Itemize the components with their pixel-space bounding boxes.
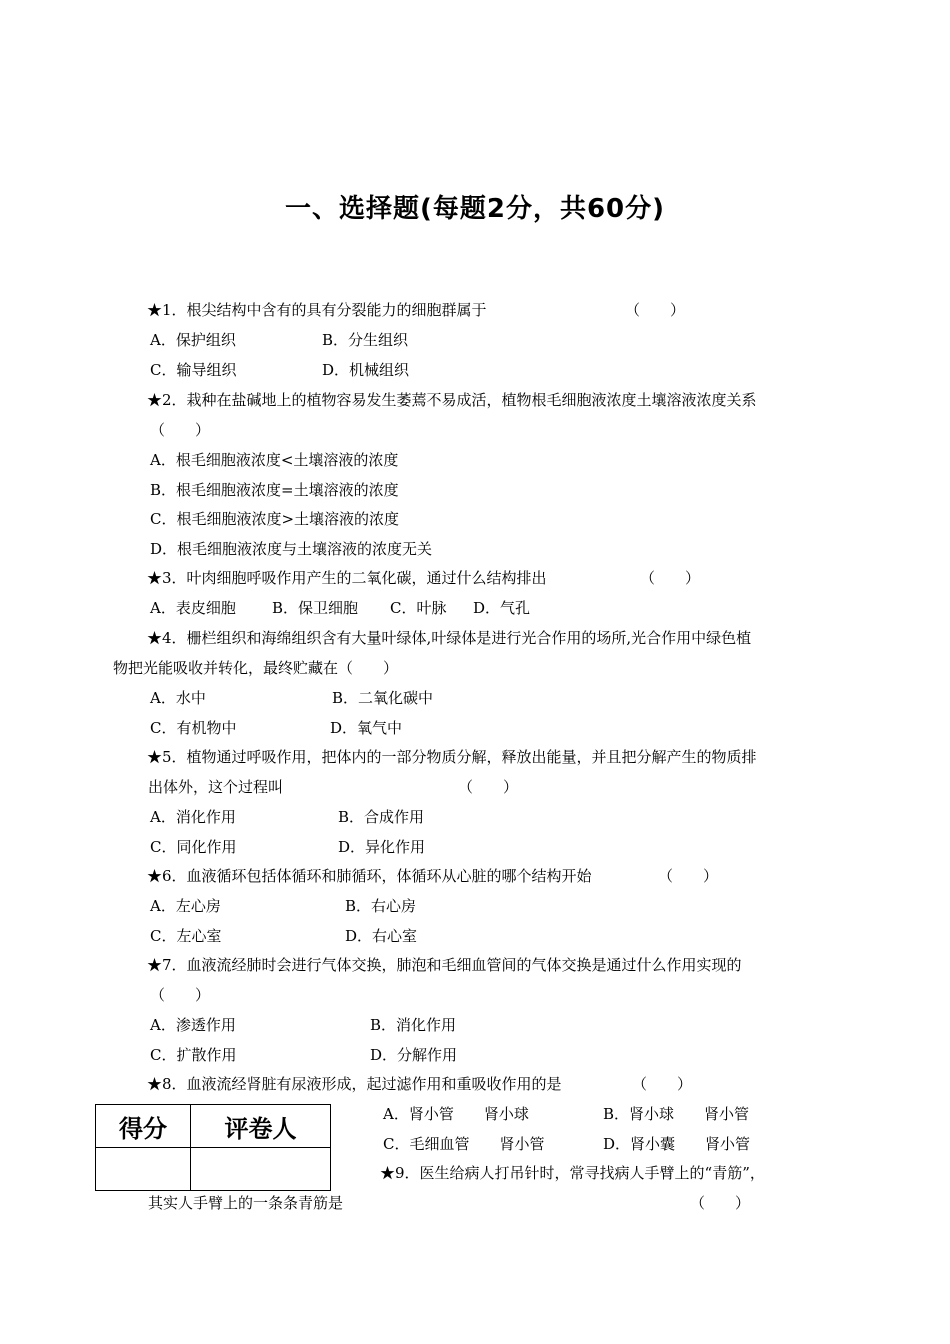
question-3-option-d: D．气孔 bbox=[473, 599, 531, 617]
question-9-stem: ★9．医生给病人打吊针时，常寻找病人手臂上的“青筋”， bbox=[380, 1164, 765, 1182]
question-1-answer-paren: （ ） bbox=[625, 301, 686, 319]
question-6-option-a: A．左心房 bbox=[150, 897, 221, 915]
question-2-option-d: D．根毛细胞液浓度与土壤溶液的浓度无关 bbox=[150, 540, 433, 558]
question-1-stem: ★1．根尖结构中含有的具有分裂能力的细胞群属于 bbox=[147, 301, 487, 319]
question-4-stem-continued: 物把光能吸收并转化，最终贮藏在（ ） bbox=[113, 659, 399, 677]
question-2-option-a: A．根毛细胞液浓度<土壤溶液的浓度 bbox=[150, 451, 399, 469]
question-4-option-a: A．水中 bbox=[150, 689, 206, 707]
question-4-option-b: B．二氧化碳中 bbox=[332, 689, 434, 707]
question-3-option-b: B．保卫细胞 bbox=[272, 599, 359, 617]
question-6-option-b: B．右心房 bbox=[345, 897, 417, 915]
question-9-stem-continued: 其实人手臂上的一条条青筋是 bbox=[148, 1194, 344, 1212]
question-8-option-d: D．肾小囊 肾小管 bbox=[603, 1135, 751, 1153]
question-8-answer-paren: （ ） bbox=[632, 1075, 693, 1093]
question-1-option-d: D．机械组织 bbox=[322, 361, 410, 379]
score-box bbox=[95, 1104, 331, 1191]
question-4-stem: ★4．栅栏组织和海绵组织含有大量叶绿体,叶绿体是进行光合作用的场所,光合作用中绿色植 bbox=[147, 629, 752, 647]
question-4-option-d: D．氧气中 bbox=[330, 719, 403, 737]
question-1-option-b: B．分生组织 bbox=[322, 331, 409, 349]
question-7-option-a: A．渗透作用 bbox=[150, 1016, 236, 1034]
question-5-option-a: A．消化作用 bbox=[150, 808, 236, 826]
question-8-option-a: A．肾小管 肾小球 bbox=[383, 1105, 529, 1123]
question-5-option-c: C．同化作用 bbox=[150, 838, 237, 856]
question-9-answer-paren: （ ） bbox=[690, 1194, 751, 1212]
page-title: 一、选择题(每题2分，共60分) bbox=[284, 194, 666, 224]
score-header: 得分 bbox=[96, 1105, 191, 1148]
question-3-option-c: C．叶脉 bbox=[390, 599, 447, 617]
question-5-option-d: D．异化作用 bbox=[338, 838, 426, 856]
question-2-option-c: C．根毛细胞液浓度>土壤溶液的浓度 bbox=[150, 510, 400, 528]
grader-cell bbox=[191, 1148, 331, 1191]
question-3-answer-paren: （ ） bbox=[640, 569, 701, 587]
question-8-stem: ★8．血液流经肾脏有尿液形成，起过滤作用和重吸收作用的是 bbox=[147, 1075, 562, 1093]
question-5-answer-paren: （ ） bbox=[458, 778, 519, 796]
question-7-option-d: D．分解作用 bbox=[370, 1046, 458, 1064]
question-1-option-a: A．保护组织 bbox=[150, 331, 236, 349]
grader-header: 评卷人 bbox=[191, 1105, 331, 1148]
question-8-option-c: C．毛细血管 肾小管 bbox=[383, 1135, 545, 1153]
question-4-option-c: C．有机物中 bbox=[150, 719, 237, 737]
question-5-option-b: B．合成作用 bbox=[338, 808, 425, 826]
question-7-option-c: C．扩散作用 bbox=[150, 1046, 237, 1064]
question-3-stem: ★3．叶肉细胞呼吸作用产生的二氧化碳，通过什么结构排出 bbox=[147, 569, 547, 587]
question-6-option-d: D．右心室 bbox=[345, 927, 418, 945]
question-5-stem: ★5．植物通过呼吸作用，把体内的一部分物质分解，释放出能量，并且把分解产生的物质排 bbox=[147, 748, 757, 766]
question-7-answer-paren: （ ） bbox=[150, 986, 211, 1004]
question-7-stem: ★7．血液流经肺时会进行气体交换，肺泡和毛细血管间的气体交换是通过什么作用实现的 bbox=[147, 956, 742, 974]
question-2-stem: ★2．栽种在盐碱地上的植物容易发生萎蔫不易成活，植物根毛细胞液浓度土壤溶液浓度关系 bbox=[147, 391, 757, 409]
question-3-option-a: A．表皮细胞 bbox=[150, 599, 236, 617]
question-1-option-c: C．输导组织 bbox=[150, 361, 237, 379]
question-2-option-b: B．根毛细胞液浓度=土壤溶液的浓度 bbox=[150, 481, 399, 499]
score-cell bbox=[96, 1148, 191, 1191]
question-6-stem: ★6．血液循环包括体循环和肺循环，体循环从心脏的哪个结构开始 bbox=[147, 867, 592, 885]
question-6-option-c: C．左心室 bbox=[150, 927, 222, 945]
question-8-option-b: B．肾小球 肾小管 bbox=[603, 1105, 750, 1123]
question-5-stem-continued: 出体外，这个过程叫 bbox=[148, 778, 284, 796]
question-7-option-b: B．消化作用 bbox=[370, 1016, 457, 1034]
question-2-answer-paren: （ ） bbox=[150, 421, 211, 439]
question-6-answer-paren: （ ） bbox=[658, 867, 719, 885]
